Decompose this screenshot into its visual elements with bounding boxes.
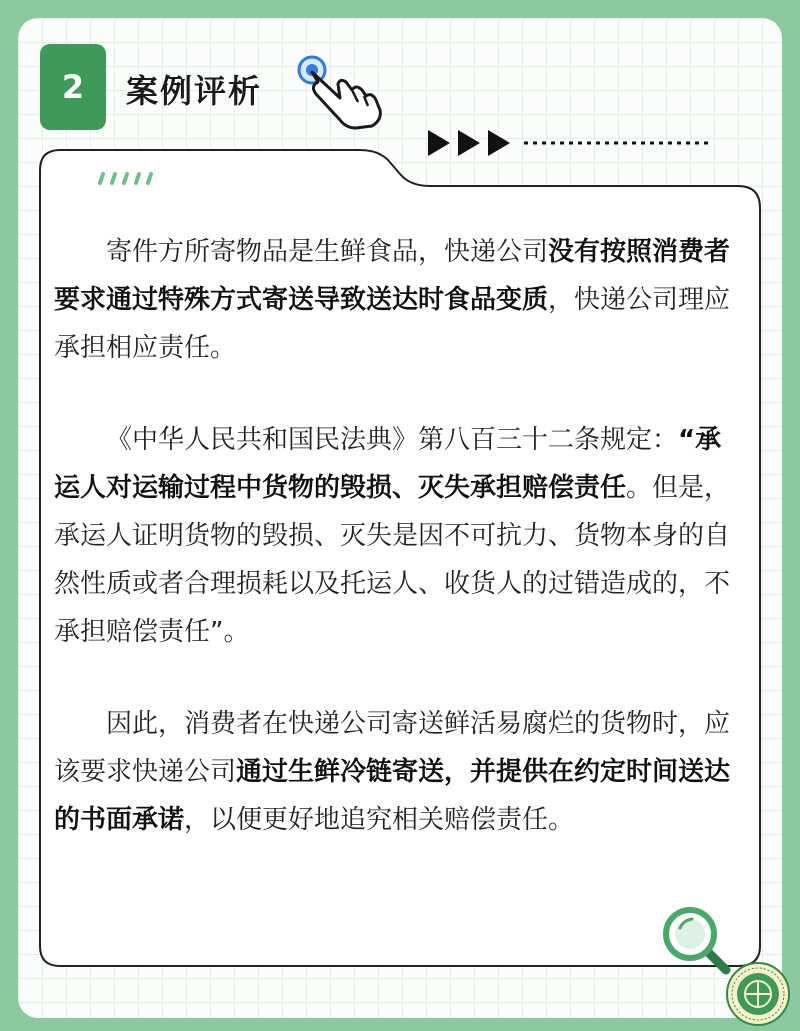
organization-seal-logo (726, 962, 790, 1026)
paragraph (54, 700, 738, 844)
text-segment: 寄件方所寄物品是生鲜食品，快递公司 (106, 237, 549, 267)
case-analysis-text (54, 228, 738, 888)
text-segment: 。但是，承运人证明货物的毁损、灭失是因不可抗力、货物本身的自然性质或者合理损耗以及托运人、收货人的过错造成的，不承担赔偿责任”。 (54, 473, 731, 647)
text-segment: 《中华人民共和国民法典》第八百三十二条规定： (106, 425, 679, 455)
text-segment-bold: 没有按照消费者要求通过特殊方式寄送导致送达时食品变质 (54, 237, 731, 315)
section-title: 案例评析 (126, 72, 263, 110)
pointing-hand-icon (294, 54, 386, 130)
text-segment: ，快递公司理应承担相应责任。 (54, 285, 731, 363)
text-segment: 因此，消费者在快递公司寄送鲜活易腐烂的货物时，应该要求快递公司 (54, 709, 731, 787)
magnifier-icon (660, 904, 732, 976)
section-number-badge (40, 44, 106, 130)
text-segment: ，以便更好地追究相关赔偿责任。 (184, 805, 575, 835)
card-decor-ticks (96, 171, 160, 185)
paragraph (54, 416, 738, 656)
text-segment-bold: “承运人对运输过程中货物的毁损、灭失承担赔偿责任 (54, 425, 722, 503)
text-segment-bold: 通过生鲜冷链寄送，并提供在约定时间送达的书面承诺 (54, 757, 731, 835)
paragraph (54, 228, 738, 372)
section-number: 2 (61, 68, 85, 106)
